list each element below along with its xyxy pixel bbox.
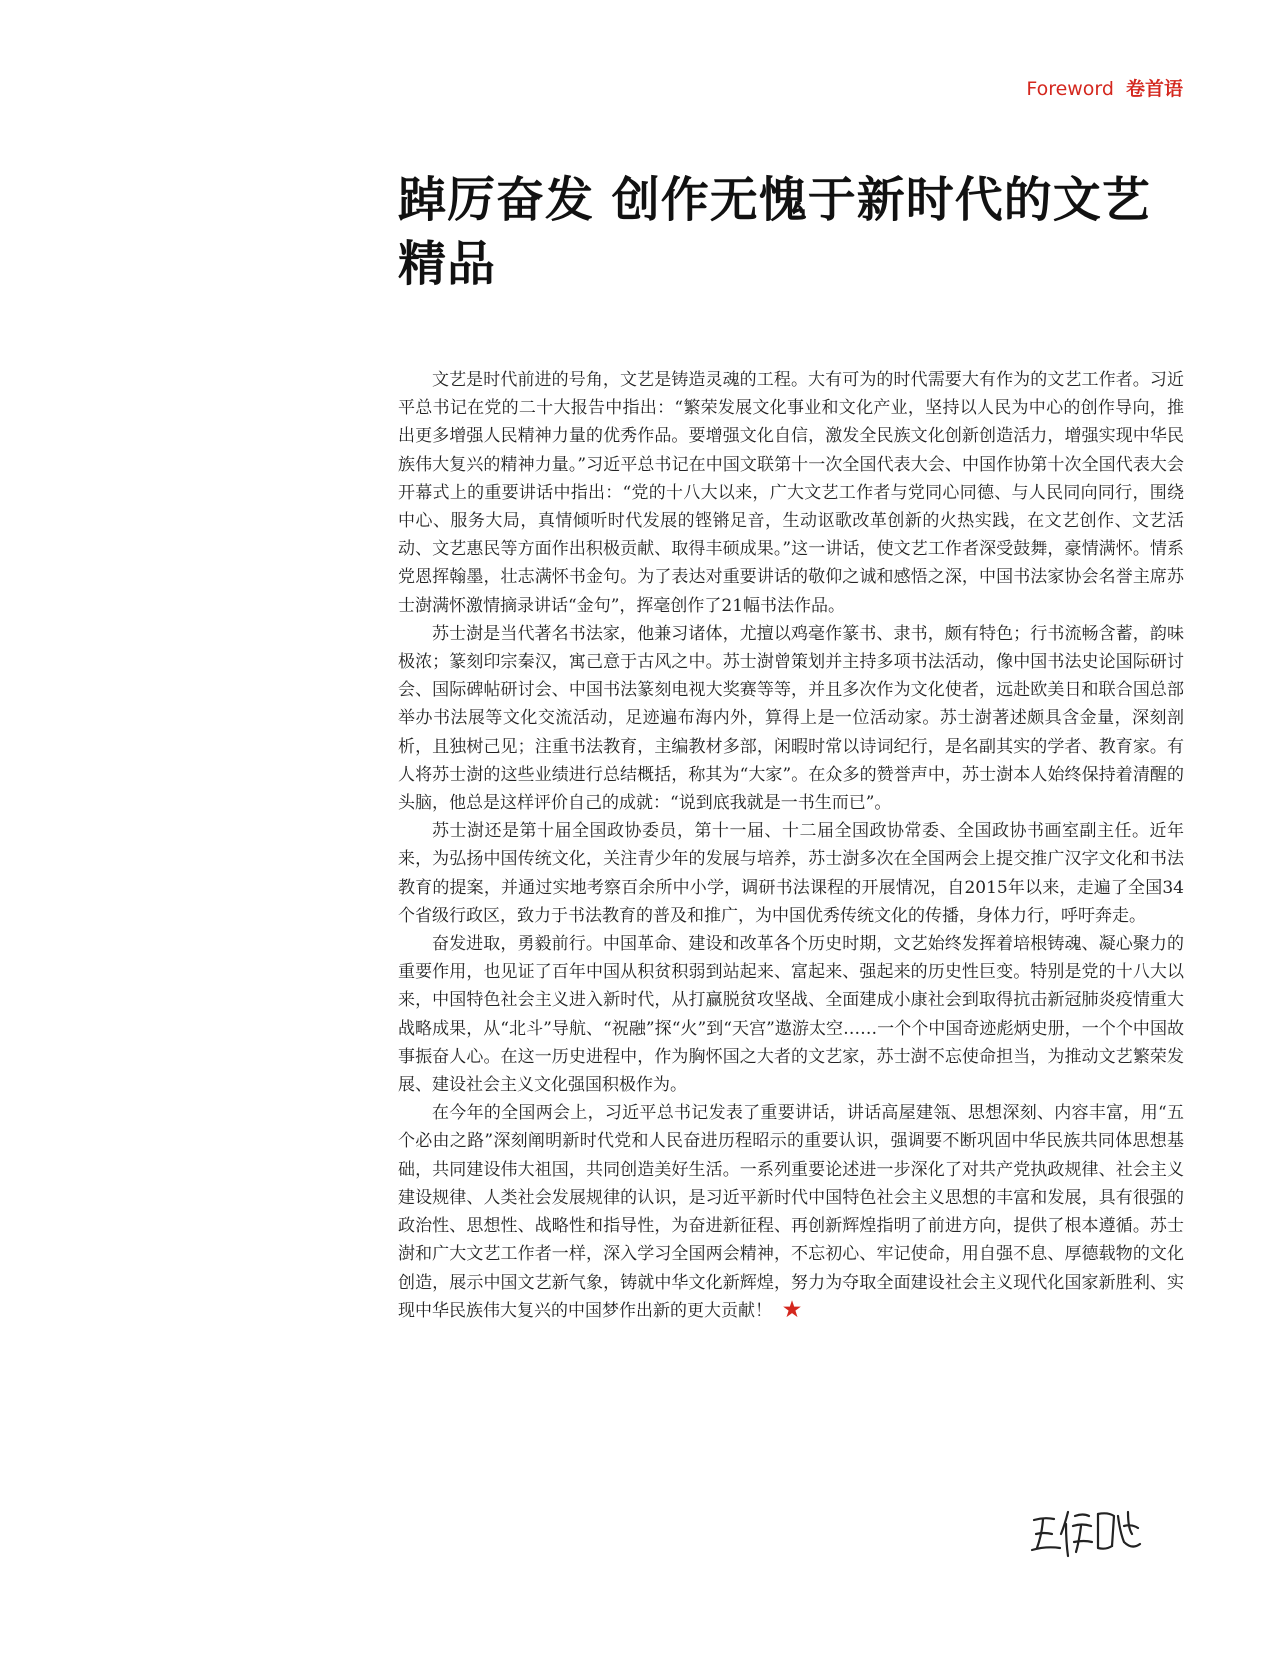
author-signature — [1028, 1504, 1148, 1564]
paragraph-5-text: 在今年的全国两会上，习近平总书记发表了重要讲话，讲话高屋建瓴、思想深刻、内容丰富，用“五个必由之路”深刻阐明新时代党和人民奋进历程昭示的重要认识，强调要不断巩固中华民族共同体思想基础，共同建设伟大祖国，共同创造美好生活。一系列重要论述进一步深化了对共产党执政规律、社会主义建设规律、人类社会发展规律的认识，是习近平新时代中国特色社会主义思想的丰富和发展，具有很强的政治性、思想性、战略性和指导性，为奋进新征程、再创新辉煌指明了前进方向，提供了根本遵循。苏士澍和广大文艺工作者一样，深入学习全国两会精神，不忘初心、牢记使命，用自强不息、厚德载物的文化创造，展示中国文艺新气象，铸就中华文化新辉煌，努力为夺取全面建设社会主义现代化国家新胜利、实现中华民族伟大复兴的中国梦作出新的更大贡献！ — [398, 1103, 1184, 1321]
section-label-cn: 卷首语 — [1125, 78, 1183, 100]
section-label-en: Foreword — [1026, 78, 1114, 100]
section-header — [1026, 74, 1183, 101]
article-title: 踔厉奋发 创作无愧于新时代的文艺精品 — [398, 172, 1151, 292]
paragraph-1: 文艺是时代前进的号角，文艺是铸造灵魂的工程。大有可为的时代需要大有作为的文艺工作者。习近平总书记在党的二十大报告中指出：“繁荣发展文化事业和文化产业，坚持以人民为中心的创作导向，推出更多增强人民精神力量的优秀作品。要增强文化自信，激发全民族文化创新创造活力，增强实现中华民族伟大复兴的精神力量。”习近平总书记在中国文联第十一次全国代表大会、中国作协第十次全国代表大会开幕式上的重要讲话中指出：“党的十八大以来，广大文艺工作者与党同心同德、与人民同向同行，围绕中心、服务大局，真情倾听时代发展的铿锵足音，生动讴歌改革创新的火热实践，在文艺创作、文艺活动、文艺惠民等方面作出积极贡献、取得丰硕成果。”这一讲话，使文艺工作者深受鼓舞，豪情满怀。情系党恩挥翰墨，壮志满怀书金句。为了表达对重要讲话的敬仰之诚和感悟之深，中国书法家协会名誉主席苏士澍满怀激情摘录讲话“金句”，挥毫创作了21幅书法作品。 — [398, 370, 1184, 616]
paragraph-2: 苏士澍是当代著名书法家，他兼习诸体，尤擅以鸡毫作篆书、隶书，颇有特色；行书流畅含蓄，韵味极浓；篆刻印宗秦汉，寓己意于古风之中。苏士澍曾策划并主持多项书法活动，像中国书法史论国际研讨会、国际碑帖研讨会、中国书法篆刻电视大奖赛等等，并且多次作为文化使者，远赴欧美日和联合国总部举办书法展等文化交流活动，足迹遍布海内外，算得上是一位活动家。苏士澍著述颇具含金量，深刻剖析，且独树己见；注重书法教育，主编教材多部，闲暇时常以诗词纪行，是名副其实的学者、教育家。有人将苏士澍的这些业绩进行总结概括，称其为“大家”。在众多的赞誉声中，苏士澍本人始终保持着清醒的头脑，他总是这样评价自己的成就：“说到底我就是一书生而已”。 — [398, 623, 1184, 814]
paragraph-4: 奋发进取，勇毅前行。中国革命、建设和改革各个历史时期，文艺始终发挥着培根铸魂、凝心聚力的重要作用，也见证了百年中国从积贫积弱到站起来、富起来、强起来的历史性巨变。特别是党的十八大以来，中国特色社会主义进入新时代，从打赢脱贫攻坚战、全面建成小康社会到取得抗击新冠肺炎疫情重大战略成果，从“北斗”导航、“祝融”探“火”到“天宫”遨游太空……一个个中国奇迹彪炳史册，一个个中国故事振奋人心。在这一历史进程中，作为胸怀国之大者的文艺家，苏士澍不忘使命担当，为推动文艺繁荣发展、建设社会主义文化强国积极作为。 — [398, 934, 1184, 1096]
paragraph-3: 苏士澍还是第十届全国政协委员，第十一届、十二届全国政协常委、全国政协书画室副主任。近年来，为弘扬中国传统文化，关注青少年的发展与培养，苏士澍多次在全国两会上提交推广汉字文化和书法教育的提案，并通过实地考察百余所中小学，调研书法课程的开展情况，自2015年以来，走遍了全国34个省级行政区，致力于书法教育的普及和推广，为中国优秀传统文化的传播，身体力行，呼吁奔走。 — [398, 821, 1184, 926]
red-star-icon — [782, 1299, 802, 1319]
paragraph-5 — [398, 1099, 1184, 1325]
article-body — [398, 366, 1184, 1325]
